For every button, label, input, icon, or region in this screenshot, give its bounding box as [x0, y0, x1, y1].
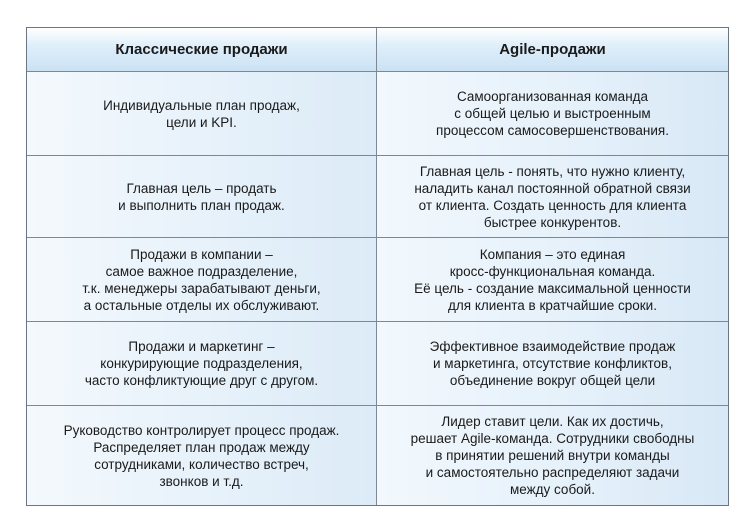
agile-cell-1: Самоорганизованная команда с общей целью и выстроенным процессом самосовершенствования. [377, 72, 728, 156]
header-classic-sales: Классические продажи [27, 28, 377, 72]
classic-cell-4: Продажи и маркетинг – конкурирующие подразделения, часто конфликтующие друг с другом. [27, 322, 377, 406]
header-agile-sales: Agile-продажи [377, 28, 728, 72]
agile-cell-2: Главная цель - понять, что нужно клиенту, наладить канал постоянной обратной связи от клиента. Создать ценность для клиента быстрее конкурентов. [377, 156, 728, 238]
agile-cell-5: Лидер ставит цели. Как их достичь, решает Agile-команда. Сотрудники свободны в принятии решений внутри команды и самостоятельно распределяют задачи между собой. [377, 406, 728, 505]
classic-cell-1: Индивидуальные план продаж, цели и KPI. [27, 72, 377, 156]
comparison-table [26, 27, 729, 506]
classic-cell-2: Главная цель – продать и выполнить план продаж. [27, 156, 377, 238]
classic-cell-5: Руководство контролирует процесс продаж. Распределяет план продаж между сотрудниками, количество встреч, звонков и т.д. [27, 406, 377, 505]
agile-cell-4: Эффективное взаимодействие продаж и маркетинга, отсутствие конфликтов, объединение вокруг общей цели [377, 322, 728, 406]
classic-cell-3: Продажи в компании – самое важное подразделение, т.к. менеджеры зарабатывают деньги, а остальные отделы их обслуживают. [27, 238, 377, 322]
agile-cell-3: Компания – это единая кросс-функциональная команда. Её цель - создание максимальной ценности для клиента в кратчайшие сроки. [377, 238, 728, 322]
